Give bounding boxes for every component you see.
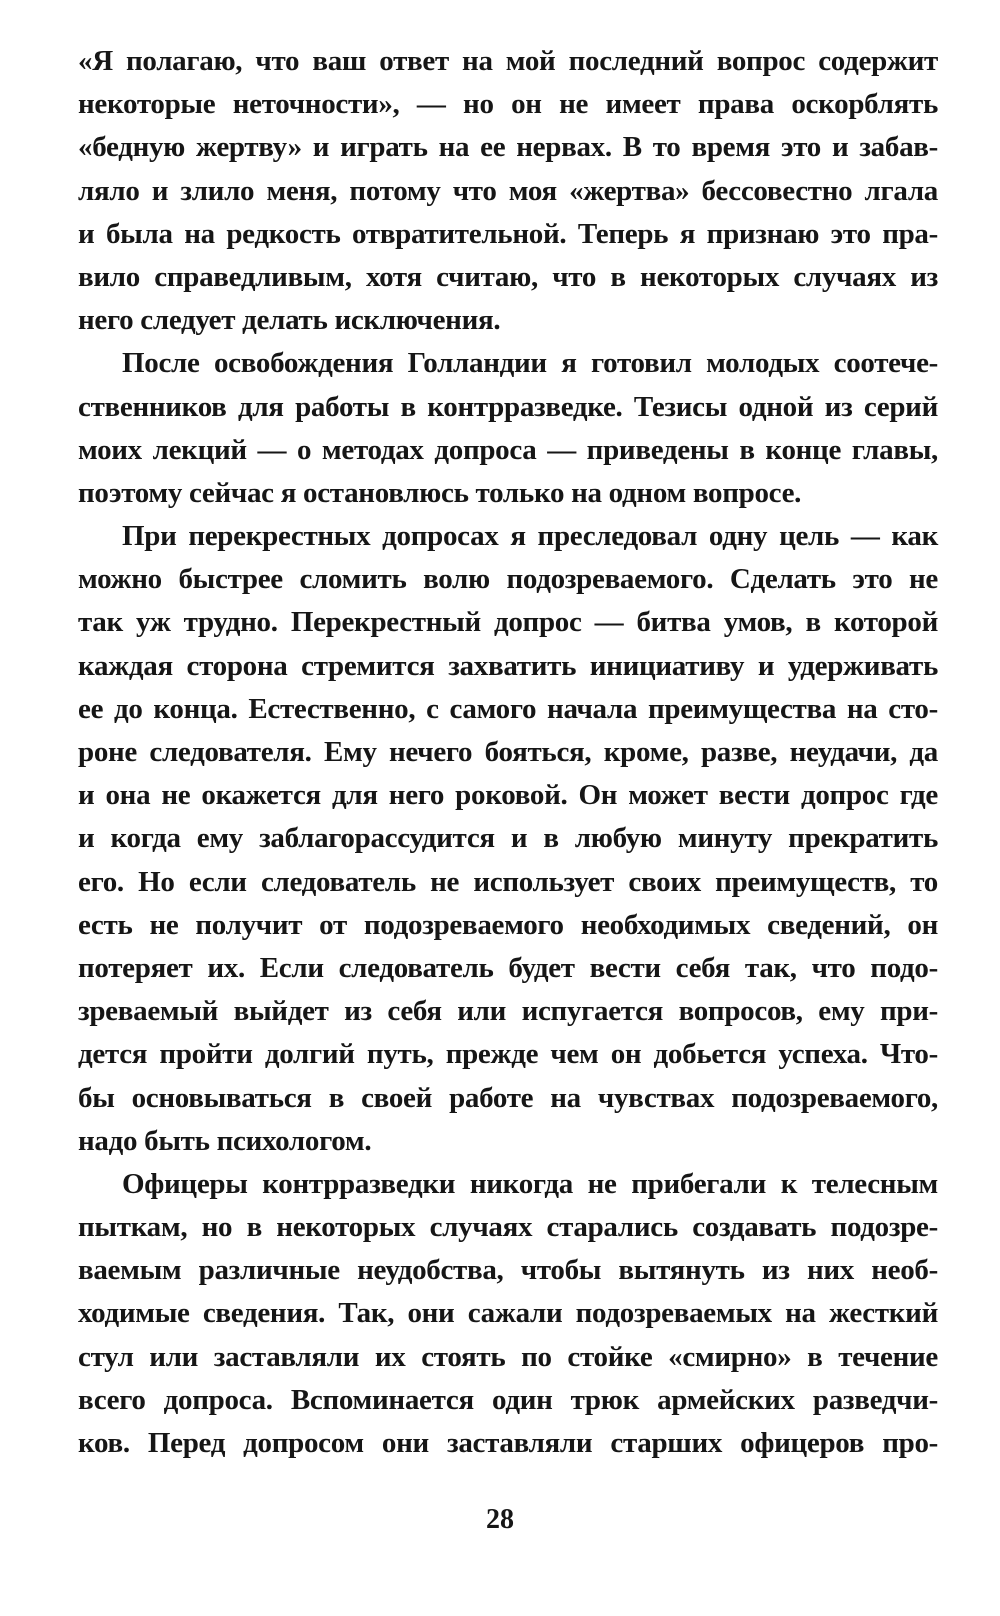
paragraph-1 bbox=[78, 40, 938, 342]
text-line: всего допроса. Вспоминается один трюк армейских разведчи- bbox=[78, 1383, 938, 1416]
text-line: и когда ему заблагорассудится и в любую минуту прекратить bbox=[78, 822, 938, 855]
text-line: его. Но если следователь не использует своих преимуществ, то bbox=[78, 865, 938, 898]
text-line: ляло и злило меня, потому что моя «жертва» бессовестно лгала bbox=[78, 174, 938, 207]
text-line: ходимые сведения. Так, они сажали подозреваемых на жесткий bbox=[78, 1297, 938, 1330]
text-line: бы основываться в своей работе на чувствах подозреваемого, bbox=[78, 1081, 938, 1114]
text-line: ственников для работы в контрразведке. Тезисы одной из серий bbox=[78, 390, 938, 423]
text-line: После освобождения Голландии я готовил молодых соотече- bbox=[122, 347, 938, 380]
text-line: стул или заставляли их стоять по стойке «смирно» в течение bbox=[78, 1340, 938, 1373]
text-line: надо быть психологом. bbox=[78, 1124, 372, 1157]
text-line: можно быстрее сломить волю подозреваемого. Сделать это не bbox=[78, 563, 938, 596]
text-line: и была на редкость отвратительной. Теперь я признаю это пра- bbox=[78, 217, 938, 250]
text-line: вило справедливым, хотя считаю, что в некоторых случаях из bbox=[78, 260, 938, 293]
text-line: ков. Перед допросом они заставляли старших офицеров про- bbox=[78, 1427, 938, 1459]
text-line: пыткам, но в некоторых случаях старались создавать подозре- bbox=[78, 1211, 938, 1244]
text-line: дется пройти долгий путь, прежде чем он добьется успеха. Что- bbox=[78, 1038, 938, 1071]
page-number: 28 bbox=[486, 1504, 514, 1535]
paragraph-3 bbox=[78, 515, 938, 1163]
text-line: При перекрестных допросах я преследовал одну цель — как bbox=[122, 520, 938, 553]
text-line: роне следователя. Ему нечего бояться, кроме, разве, неудачи, да bbox=[78, 736, 938, 768]
body-text bbox=[78, 40, 938, 1465]
text-line: «бедную жертву» и играть на ее нервах. В то время это и забав- bbox=[78, 131, 938, 164]
text-line: поэтому сейчас я остановлюсь только на одном вопросе. bbox=[78, 476, 802, 509]
text-line: «Я полагаю, что ваш ответ на мой последний вопрос содержит bbox=[78, 45, 938, 77]
text-line: некоторые неточности», — но он не имеет права оскорблять bbox=[78, 88, 938, 121]
text-line: зреваемый выйдет из себя или испугается вопросов, ему при- bbox=[78, 995, 938, 1028]
text-line: моих лекций — о методах допроса — приведены в конце главы, bbox=[78, 433, 938, 466]
text-line: потеряет их. Если следователь будет вести себя так, что подо- bbox=[78, 951, 938, 984]
text-line: есть не получит от подозреваемого необходимых сведений, он bbox=[78, 908, 938, 941]
text-line: и она не окажется для него роковой. Он может вести допрос где bbox=[78, 779, 938, 812]
text-line: ваемым различные неудобства, чтобы вытянуть из них необ- bbox=[78, 1254, 938, 1287]
text-line: ее до конца. Естественно, с самого начала преимущества на сто- bbox=[78, 692, 938, 725]
text-line: каждая сторона стремится захватить инициативу и удерживать bbox=[78, 649, 938, 682]
paragraph-2 bbox=[78, 342, 938, 515]
text-line: так уж трудно. Перекрестный допрос — битва умов, в которой bbox=[78, 606, 938, 639]
text-line: него следует делать исключения. bbox=[78, 304, 501, 337]
paragraph-4 bbox=[78, 1163, 938, 1465]
text-line: Офицеры контрразведки никогда не прибегали к телесным bbox=[122, 1167, 938, 1200]
